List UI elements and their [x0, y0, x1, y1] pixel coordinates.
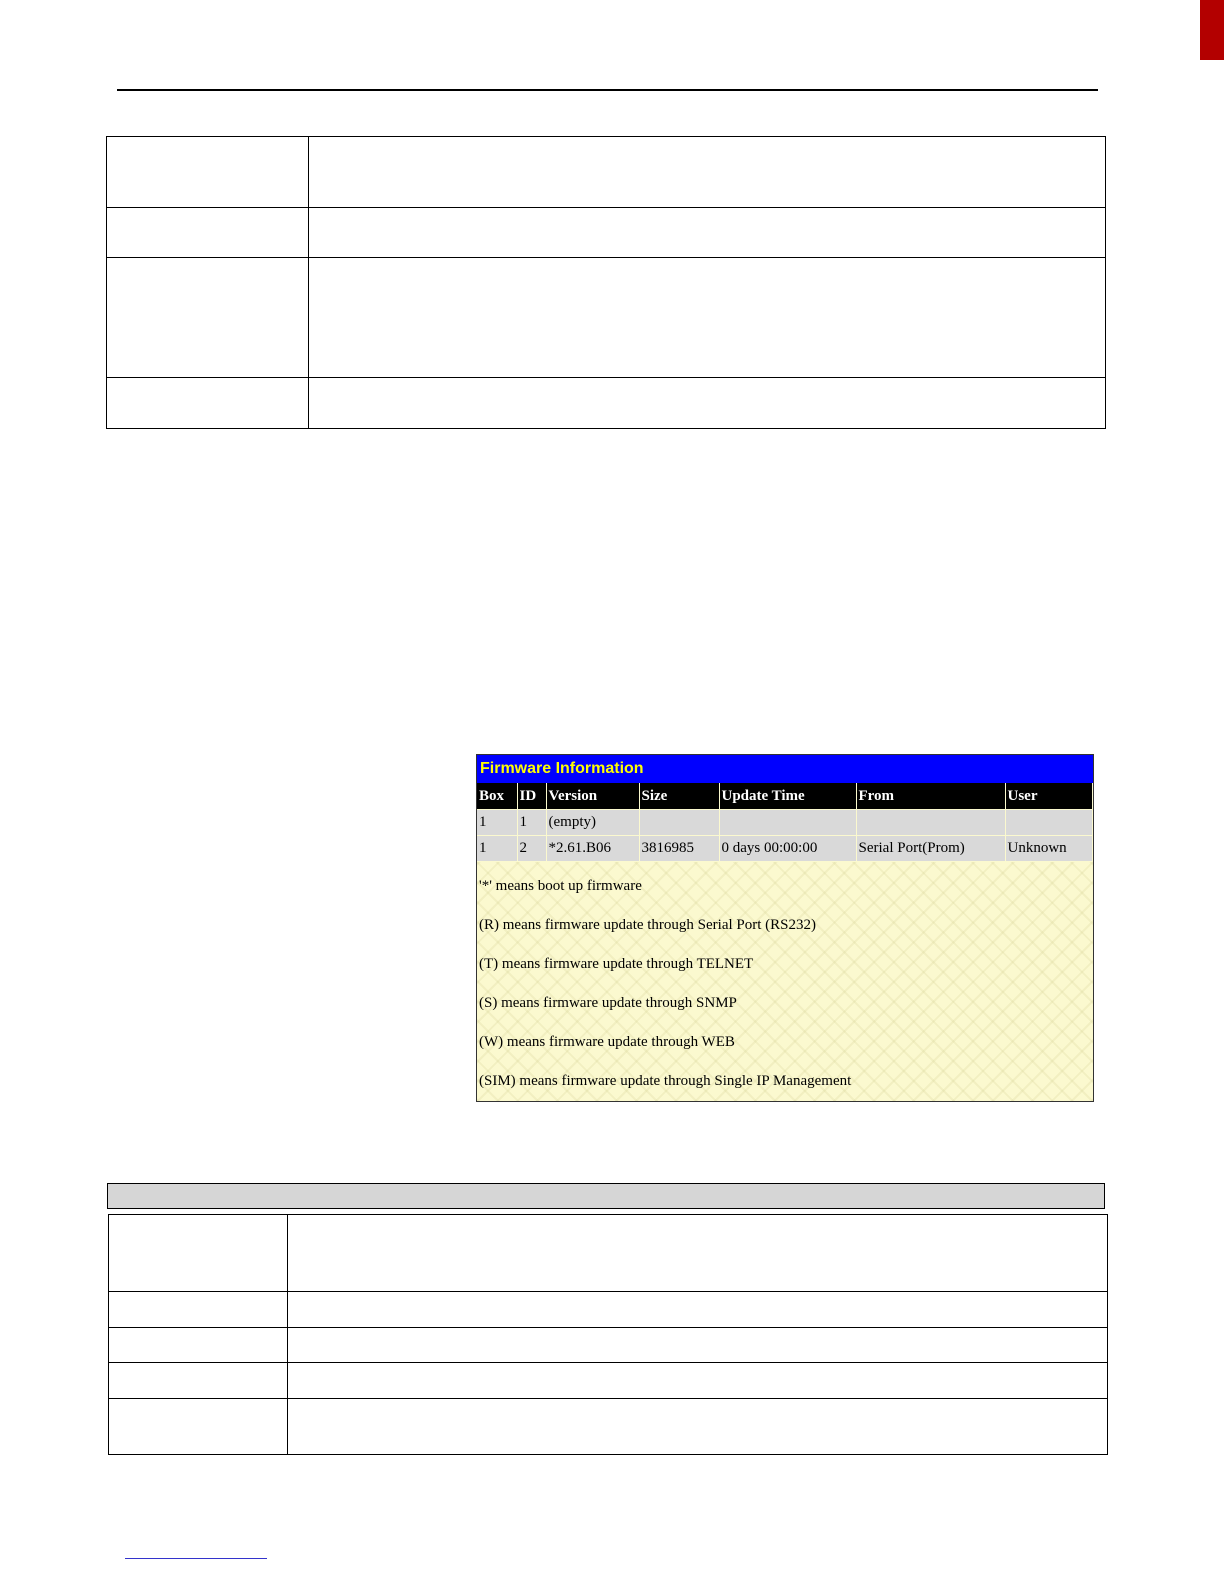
page-edge-tab — [1200, 0, 1224, 60]
table-row — [109, 1399, 1108, 1455]
column-header-version: Version — [546, 783, 639, 810]
cell-box: 1 — [477, 810, 517, 836]
cell-version: (empty) — [546, 810, 639, 836]
table-header-row — [477, 783, 1093, 810]
parameter-table-top — [106, 136, 1106, 429]
legend-note: (T) means firmware update through TELNET — [479, 956, 754, 972]
table-row — [107, 137, 1106, 208]
table-row — [109, 1328, 1108, 1363]
cell-from: Serial Port(Prom) — [856, 836, 1005, 862]
column-header-from: From — [856, 783, 1005, 810]
cell-box: 1 — [477, 836, 517, 862]
table-row — [109, 1363, 1108, 1399]
cell-user: Unknown — [1005, 836, 1093, 862]
legend-note: '*' means boot up firmware — [479, 878, 642, 894]
cell-version: *2.61.B06 — [546, 836, 639, 862]
table-row — [477, 836, 1093, 862]
table-row — [477, 810, 1093, 836]
cell-update-time: 0 days 00:00:00 — [719, 836, 856, 862]
footer-link-underline[interactable] — [125, 1558, 267, 1559]
cell-size: 3816985 — [639, 836, 719, 862]
table-row — [107, 208, 1106, 258]
legend-note: (S) means firmware update through SNMP — [479, 995, 737, 1011]
column-header-id: ID — [517, 783, 546, 810]
firmware-information-panel — [476, 754, 1094, 1102]
cell-from — [856, 810, 1005, 836]
cell-update-time — [719, 810, 856, 836]
table-row — [107, 378, 1106, 429]
table-row — [107, 258, 1106, 378]
cell-id: 1 — [517, 810, 546, 836]
column-header-update-time: Update Time — [719, 783, 856, 810]
table-row — [109, 1292, 1108, 1328]
firmware-legend — [477, 862, 1093, 1102]
table-caption-bar — [107, 1183, 1105, 1209]
cell-id: 2 — [517, 836, 546, 862]
column-header-size: Size — [639, 783, 719, 810]
column-header-box: Box — [477, 783, 517, 810]
firmware-table — [477, 783, 1093, 862]
legend-note: (SIM) means firmware update through Single IP Management — [479, 1073, 852, 1089]
panel-title: Firmware Information — [477, 755, 1093, 783]
legend-note: (R) means firmware update through Serial Port (RS232) — [479, 917, 817, 933]
parameter-table-bottom — [108, 1214, 1108, 1455]
cell-size — [639, 810, 719, 836]
table-row — [109, 1215, 1108, 1292]
column-header-user: User — [1005, 783, 1093, 810]
legend-note: (W) means firmware update through WEB — [479, 1034, 735, 1050]
header-rule — [117, 89, 1098, 91]
cell-user — [1005, 810, 1093, 836]
